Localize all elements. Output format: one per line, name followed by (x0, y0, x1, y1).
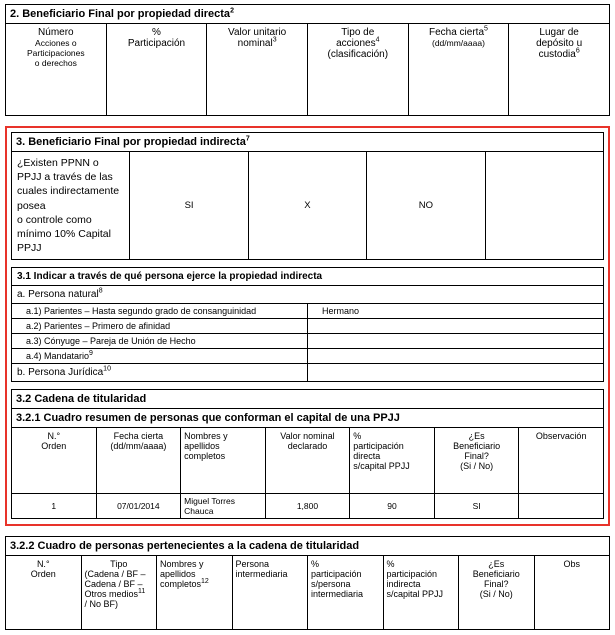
row-persona-natural (12, 286, 604, 304)
col-header-observacion: Observación (519, 428, 604, 494)
cell-fecha[interactable]: 07/01/2014 (96, 494, 181, 519)
table-row[interactable] (12, 494, 604, 519)
col-header-orden: N.° Orden (12, 428, 97, 494)
row-conyuge (12, 334, 604, 349)
section-2-title-row (6, 5, 610, 24)
col-header-tipo: Tipo (Cadena / BF – Cadena / BF – Otros medios$^{11}$ / No BF) (81, 556, 157, 630)
si-label: SI (130, 152, 248, 260)
col-header-participacion-intermediaria: % participación s/persona intermediaria (308, 556, 384, 630)
section-2-table (5, 4, 610, 116)
col-header-es-beneficiario-322: ¿Es Beneficiario Final? (Si / No) (459, 556, 535, 630)
value-b[interactable] (308, 364, 604, 382)
section-31-title-row (12, 268, 604, 286)
value-a2[interactable] (308, 319, 604, 334)
no-checkbox[interactable] (485, 152, 603, 260)
section-3-table (11, 132, 604, 260)
section-3-title-row (12, 133, 604, 152)
spacer-2 (11, 382, 604, 389)
col-header-valor-nominal: Valor nominal declarado (265, 428, 350, 494)
section-321-title-row (12, 409, 604, 428)
section-321-title: 3.2.1 Cuadro resumen de personas que conforman el capital de una PPJJ (12, 409, 604, 428)
label-a2: a.2) Parientes – Primero de afinidad (12, 319, 308, 334)
label-b: b. Persona Jurídica$^{10}$ (12, 364, 308, 382)
value-a4[interactable] (308, 349, 604, 364)
section-322-title-row (6, 537, 610, 556)
col-header-orden-322: N.° Orden (6, 556, 82, 630)
cell-observacion[interactable] (519, 494, 604, 519)
label-a1: a.1) Parientes – Hasta segundo grado de consanguinidad (12, 304, 308, 319)
section-31-title: 3.1 Indicar a través de qué persona ejerce la propiedad indirecta (12, 268, 604, 286)
value-a3[interactable] (308, 334, 604, 349)
col-header-lugar-deposito: Lugar de depósito u custodia$^6$ (509, 24, 610, 116)
section-3-question: ¿Existen PPNN o PPJJ a través de las cuales indirectamente posea o controle como mínimo 10% Capital PPJJ (12, 152, 130, 260)
cell-nombres[interactable]: Miguel Torres Chauca (181, 494, 266, 519)
col-header-obs: Obs (534, 556, 610, 630)
section-322-header-row (6, 556, 610, 630)
col-header-fecha-cierta-321: Fecha cierta (dd/mm/aaaa) (96, 428, 181, 494)
col-header-participacion: % Participación (106, 24, 207, 116)
section-32-title: 3.2 Cadena de titularidad (12, 390, 604, 409)
section-2-header-row (6, 24, 610, 116)
col-header-persona-intermediaria: Persona intermediaria (232, 556, 308, 630)
row-parientes-consanguinidad (12, 304, 604, 319)
section-2-title-sup: 2 (230, 7, 234, 15)
section-3-title: 3. Beneficiario Final por propiedad indirecta$^7$ (12, 133, 604, 152)
col-header-numero-acciones: Número Acciones o Participaciones o derechos (6, 24, 107, 116)
label-a3: a.3) Cónyuge – Pareja de Unión de Hecho (12, 334, 308, 349)
col-header-nombres-321: Nombres y apellidos completos (181, 428, 266, 494)
no-label: NO (367, 152, 485, 260)
section-3-red-block (5, 126, 610, 526)
cell-valor[interactable]: 1,800 (265, 494, 350, 519)
col-header-participacion-indirecta: % participación indirecta s/capital PPJJ (383, 556, 459, 630)
col-header-tipo-acciones: Tipo de acciones$^4$ (clasificación) (307, 24, 408, 116)
col-header-participacion-directa: % participación directa s/capital PPJJ (350, 428, 435, 494)
section-32-title-row (12, 390, 604, 409)
section-322-table (5, 536, 610, 630)
cell-beneficiario[interactable]: SI (434, 494, 519, 519)
cell-orden[interactable]: 1 (12, 494, 97, 519)
row-mandatario (12, 349, 604, 364)
row-persona-juridica (12, 364, 604, 382)
col-header-es-beneficiario-321: ¿Es Beneficiario Final? (Si / No) (434, 428, 519, 494)
section-2-title (6, 5, 610, 24)
label-a4: a.4) Mandatario$^9$ (12, 349, 308, 364)
section-2-title-text: 2. Beneficiario Final por propiedad directa (10, 8, 231, 20)
col-header-nombres-322: Nombres y apellidos completos$^{12}$ (157, 556, 233, 630)
section-3-question-row (12, 152, 604, 260)
section-31-table (11, 267, 604, 382)
section-32-table (11, 389, 604, 519)
col-header-valor-unitario: Valor unitario nominal$^3$ (207, 24, 308, 116)
label-persona-natural: a. Persona natural$^8$ (12, 286, 604, 304)
spacer (11, 260, 604, 267)
section-322-title: 3.2.2 Cuadro de personas pertenecientes a la cadena de titularidad (6, 537, 610, 556)
row-parientes-afinidad (12, 319, 604, 334)
col-header-fecha-cierta: Fecha cierta$^5$ (dd/mm/aaaa) (408, 24, 509, 116)
section-321-header-row (12, 428, 604, 494)
value-a1[interactable]: Hermano (308, 304, 604, 319)
cell-participacion[interactable]: 90 (350, 494, 435, 519)
si-checkbox[interactable]: X (248, 152, 366, 260)
